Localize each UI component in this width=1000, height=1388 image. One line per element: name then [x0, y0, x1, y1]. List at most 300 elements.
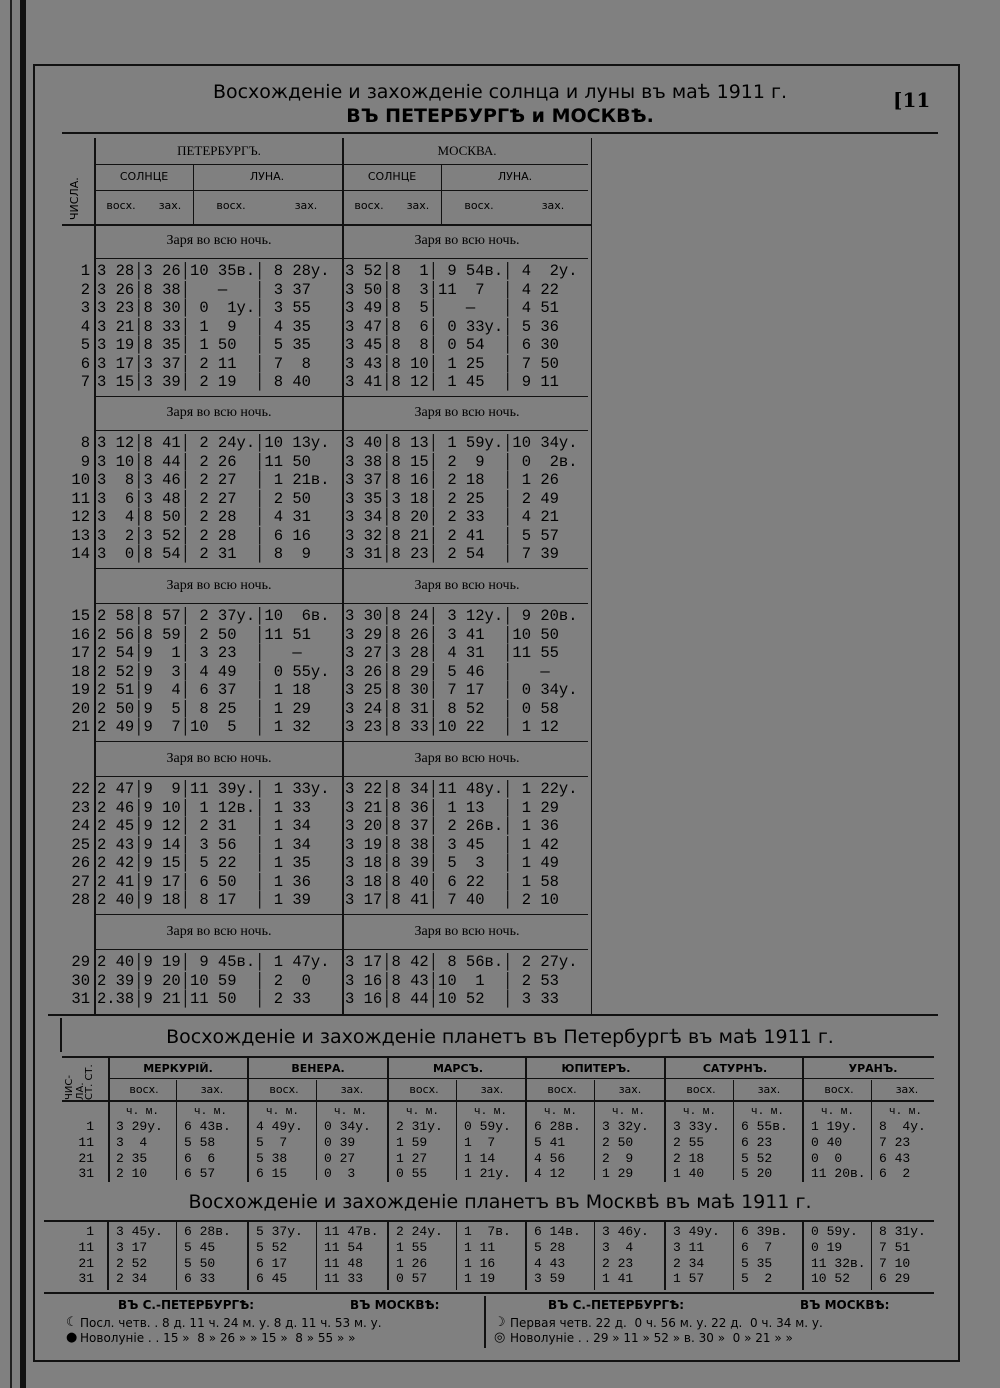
spb-row: 2 49│9 7│10 5 │ 1 32 — [97, 718, 311, 736]
phases-right-line2: Новолуніе . . 29 » 11 » 52 » в. 30 » 0 » 21 » » — [510, 1331, 793, 1345]
planet-name-0: МЕРКУРІЙ. — [143, 1062, 213, 1075]
msk-planet-col-rule — [316, 1222, 317, 1290]
planet-value: 2 18 — [673, 1150, 705, 1166]
msk-row: 3 47│8 6│ 0 33у.│ 5 36 — [345, 317, 559, 336]
planet-day: 31 — [78, 1166, 94, 1182]
spb-row: 2 40│9 19│ 9 45в.│ 1 47у. — [97, 953, 330, 971]
book-spine — [20, 0, 26, 1388]
planet-col-rule — [733, 1080, 734, 1180]
spb-row: 3 0│8 54│ 2 31 │ 8 9 — [97, 545, 311, 563]
header-rule-2 — [96, 190, 588, 191]
msk-row: 3 41│8 12│ 1 45 │ 9 11 — [345, 373, 559, 391]
new-moon-icon-right: ◎ — [494, 1330, 506, 1345]
day-number: 6 — [80, 354, 90, 373]
planet-value: 5 2 — [741, 1271, 773, 1287]
phases-left-spb: ВЪ С.-ПЕТЕРБУРГѢ: — [118, 1298, 255, 1312]
unit-label: ч. м. — [474, 1106, 508, 1118]
planets-msk-title: Восхожденіе и захожденіе планетъ въ Москвѣ въ маѣ 1911 г. — [188, 1191, 812, 1213]
spb-row: 2 43│9 14│ 3 56 │ 1 34 — [97, 835, 311, 854]
msk-row: 3 37│8 16│ 2 18 │ 1 26 — [345, 471, 559, 489]
dawn-label-spb: Заря во всю ночь. — [166, 233, 272, 248]
msk-row: 3 18│8 39│ 5 3 │ 1 49 — [345, 854, 559, 872]
planets-msk-rule — [44, 1220, 934, 1222]
planet-value: 0 57 — [396, 1271, 428, 1287]
planet-value: 5 58 — [184, 1134, 216, 1150]
phases-right-msk: ВЪ МОСКВѢ: — [800, 1298, 890, 1312]
unit-label: ч. м. — [683, 1106, 717, 1118]
msk-planet-col-rule — [594, 1222, 595, 1290]
planets-style-header: СТ. СТ. — [84, 1064, 95, 1100]
days-column-rule — [94, 138, 96, 1014]
msk-moon-rise: восх. — [464, 199, 494, 212]
spb-row: 3 8│3 46│ 2 27 │ 1 21в. — [97, 471, 330, 489]
planet-value: 5 20 — [741, 1166, 773, 1182]
day-number: 12 — [71, 508, 90, 526]
msk-row: 3 45│8 8│ 0 54 │ 6 30 — [345, 336, 559, 354]
planet-value: 2 35 — [116, 1150, 148, 1166]
planet-subhead-rule — [62, 1100, 934, 1102]
day-number: 13 — [71, 526, 90, 545]
planet-name-3: ЮПИТЕРЪ. — [561, 1062, 631, 1075]
msk-row: 3 50│8 3│11 7 │ 4 22 — [345, 280, 559, 299]
planet-value: 6 43в. — [184, 1119, 231, 1134]
msk-row: 3 19│8 38│ 3 45 │ 1 42 — [345, 835, 559, 854]
planet-value: 6 23 — [741, 1134, 773, 1150]
planet-col-rule — [456, 1080, 457, 1180]
planet-value: 2 9 — [602, 1150, 634, 1166]
spb-row: 3 6│3 48│ 2 27 │ 2 50 — [97, 489, 311, 508]
planet-set-label: зах. — [480, 1083, 504, 1096]
planet-value: 6 28в. — [534, 1119, 581, 1134]
unit-label: ч. м. — [126, 1106, 160, 1118]
msk-row: 3 49│8 5│ — │ 4 51 — [345, 299, 559, 317]
planet-value: 5 41 — [534, 1134, 566, 1150]
planet-value: 6 6 — [184, 1150, 216, 1166]
msk-row: 3 16│8 43│10 1 │ 2 53 — [345, 971, 559, 990]
planets-title-left-rule — [60, 1018, 62, 1052]
phases-right-line1: Первая четв. 22 д. 0 ч. 56 м. у. 22 д. 0 ч. 34 м. у. — [510, 1316, 823, 1330]
day-number: 7 — [80, 373, 90, 391]
planet-divider — [664, 1058, 666, 1182]
spb-sun-label: СОЛНЦЕ — [119, 170, 169, 183]
title-rule — [62, 132, 938, 134]
planet-value: 3 4 — [116, 1134, 148, 1150]
unit-label: ч. м. — [544, 1106, 578, 1118]
msk-planet-divider — [387, 1222, 389, 1290]
planet-value: 10 52 — [811, 1271, 851, 1287]
header-rule-1 — [96, 164, 588, 165]
planets-spb-title: Восхожденіе и захожденіе планетъ въ Петербургѣ въ маѣ 1911 г. — [166, 1026, 834, 1048]
msk-row: 3 21│8 36│ 1 13 │ 1 29 — [345, 798, 559, 817]
planet-rise-label: восх. — [547, 1083, 577, 1096]
day-number: 14 — [71, 545, 90, 563]
day-number: 1 — [80, 262, 90, 280]
phases-left-msk: ВЪ МОСКВѢ: — [350, 1298, 440, 1312]
planets-top-rule — [48, 1014, 938, 1016]
planet-value: 0 27 — [324, 1150, 356, 1166]
msk-sun-moon-divider — [441, 164, 442, 224]
planet-value: 11 47в. — [324, 1224, 379, 1239]
day-number: 31 — [71, 990, 90, 1008]
msk-moon-set: зах. — [541, 199, 565, 212]
msk-moon-label: ЛУНА. — [497, 170, 533, 183]
msk-planet-divider — [664, 1222, 666, 1290]
week-rule — [96, 568, 588, 569]
dawn-rule — [96, 258, 588, 259]
msk-row: 3 31│8 23│ 2 54 │ 7 39 — [345, 545, 559, 563]
spb-row: 2 56│8 59│ 2 50 │11 51 — [97, 625, 311, 644]
spb-row: 3 12│8 41│ 2 24у.│10 13у. — [97, 434, 330, 452]
dawn-label-spb: Заря во всю ночь. — [166, 924, 272, 939]
unit-label: ч. м. — [406, 1106, 440, 1118]
planet-value: 5 28 — [534, 1239, 566, 1255]
planet-value: 3 32у. — [602, 1119, 649, 1134]
msk-row: 3 38│8 15│ 2 9 │ 0 2в. — [345, 452, 578, 471]
msk-row: 3 16│8 44│10 52 │ 3 33 — [345, 990, 559, 1008]
spb-row: 3 23│8 30│ 0 1у.│ 3 55 — [97, 299, 311, 317]
planet-value: 1 26 — [396, 1255, 428, 1271]
week-rule — [96, 914, 588, 915]
spb-row: 3 10│8 44│ 2 26 │11 50 — [97, 452, 311, 471]
msk-row: 3 29│8 26│ 3 41 │10 50 — [345, 625, 559, 644]
planet-value: 1 7в. — [464, 1224, 511, 1239]
planet-value: 6 33 — [184, 1271, 216, 1287]
planet-value: 5 45 — [184, 1239, 216, 1255]
planet-value: 11 20в. — [811, 1166, 866, 1182]
spb-sun-set: зах. — [158, 199, 182, 212]
new-moon-icon: ● — [66, 1330, 78, 1345]
dawn-label-msk: Заря во всю ночь. — [414, 924, 520, 939]
planet-value: 1 29 — [602, 1166, 634, 1182]
planet-set-label: зах. — [618, 1083, 642, 1096]
msk-row: 3 17│8 41│ 7 40 │ 2 10 — [345, 891, 559, 909]
planet-value: 6 14в. — [534, 1224, 581, 1239]
planet-value: 1 40 — [673, 1166, 705, 1182]
planet-day: 11 — [78, 1239, 94, 1255]
planet-value: 4 43 — [534, 1255, 566, 1271]
planet-value: 1 19у. — [811, 1119, 858, 1134]
spb-row: 2 54│9 1│ 3 23 │ — — [97, 644, 302, 662]
planet-value: 6 45 — [256, 1271, 288, 1287]
dawn-rule — [96, 603, 588, 604]
planet-value: 4 56 — [534, 1150, 566, 1166]
day-number: 3 — [80, 299, 90, 317]
dawn-rule — [96, 430, 588, 431]
spb-row: 2 51│9 4│ 6 37 │ 1 18 — [97, 681, 311, 699]
planet-head-rule — [108, 1078, 934, 1079]
planet-value: 7 51 — [879, 1239, 911, 1255]
msk-row: 3 32│8 21│ 2 41 │ 5 57 — [345, 526, 559, 545]
msk-row: 3 30│8 24│ 3 12у.│ 9 20в. — [345, 607, 578, 625]
planet-set-label: зах. — [895, 1083, 919, 1096]
day-number: 28 — [71, 891, 90, 909]
day-number: 5 — [80, 336, 90, 354]
days-header: ЧИСЛА. — [68, 177, 81, 220]
planet-name-1: ВЕНЕРА. — [291, 1062, 345, 1075]
header-rule-3 — [62, 224, 591, 226]
planet-set-label: зах. — [340, 1083, 364, 1096]
planet-day: 31 — [78, 1271, 94, 1287]
planet-value: 1 16 — [464, 1255, 496, 1271]
msk-planet-divider — [802, 1222, 804, 1290]
page-subtitle: ВЪ ПЕТЕРБУРГѢ и МОСКВѢ. — [346, 105, 654, 127]
planet-value: 3 33у. — [673, 1119, 720, 1134]
planet-divider — [802, 1058, 804, 1182]
planet-value: 1 7 — [464, 1134, 496, 1150]
dawn-label-msk: Заря во всю ночь. — [414, 233, 520, 248]
planet-value: 6 57 — [184, 1166, 216, 1182]
unit-label: ч. м. — [751, 1106, 785, 1118]
msk-row: 3 52│8 1│ 9 54в.│ 4 2у. — [345, 262, 578, 280]
city-divider — [342, 138, 344, 1014]
planet-value: 11 32в. — [811, 1255, 866, 1271]
planet-value: 0 59у. — [464, 1119, 511, 1134]
planet-name-4: САТУРНЪ. — [702, 1062, 768, 1075]
msk-row: 3 23│8 33│10 22 │ 1 12 — [345, 718, 559, 736]
planet-value: 5 35 — [741, 1255, 773, 1271]
week-rule — [96, 396, 588, 397]
planet-name-5: УРАНЪ. — [848, 1062, 898, 1075]
planet-rise-label: восх. — [824, 1083, 854, 1096]
msk-row: 3 35│3 18│ 2 25 │ 2 49 — [345, 489, 559, 508]
planet-value: 0 0 — [811, 1150, 843, 1166]
spb-row: 2 45│9 12│ 2 31 │ 1 34 — [97, 817, 311, 835]
planet-name-2: МАРСЪ. — [432, 1062, 484, 1075]
dawn-label-spb: Заря во всю ночь. — [166, 578, 272, 593]
planet-value: 5 52 — [256, 1239, 288, 1255]
planet-set-label: зах. — [757, 1083, 781, 1096]
spb-row: 2 42│9 15│ 5 22 │ 1 35 — [97, 854, 311, 872]
planet-value: 2 55 — [673, 1134, 705, 1150]
phases-right-spb: ВЪ С.-ПЕТЕРБУРГѢ: — [548, 1298, 685, 1312]
planet-value: 1 14 — [464, 1150, 496, 1166]
dawn-label-msk: Заря во всю ночь. — [414, 751, 520, 766]
planet-value: 0 34у. — [324, 1119, 371, 1134]
unit-label: ч. м. — [194, 1106, 228, 1118]
spb-row: 2 40│9 18│ 8 17 │ 1 39 — [97, 891, 311, 909]
spb-row: 3 15│3 39│ 2 19 │ 8 40 — [97, 373, 311, 391]
unit-label: ч. м. — [266, 1106, 300, 1118]
spb-row: 3 19│8 35│ 1 50 │ 5 35 — [97, 336, 311, 354]
msk-planet-divider — [525, 1222, 527, 1290]
planet-value: 3 17 — [116, 1239, 148, 1255]
planet-value: 6 43 — [879, 1150, 911, 1166]
day-number: 21 — [71, 718, 90, 736]
spb-moon-set: зах. — [294, 199, 318, 212]
phases-left-line1: Посл. четв. . 8 д. 11 ч. 24 м. у. 8 д. 11 ч. 53 м. у. — [80, 1316, 382, 1330]
planet-value: 2 52 — [116, 1255, 148, 1271]
msk-row: 3 18│8 40│ 6 22 │ 1 58 — [345, 872, 559, 891]
day-number: 11 — [71, 489, 90, 508]
dawn-label-msk: Заря во всю ночь. — [414, 578, 520, 593]
planet-value: 0 39 — [324, 1134, 356, 1150]
unit-label: ч. м. — [889, 1106, 923, 1118]
phases-rule — [44, 1292, 934, 1294]
spb-header: ПЕТЕРБУРГЪ. — [177, 143, 261, 158]
planet-value: 6 39в. — [741, 1224, 788, 1239]
planets-days-header: ЧИС-ЛА. — [64, 1075, 86, 1100]
planet-value: 5 37у. — [256, 1224, 303, 1239]
first-quarter-icon: ☽ — [494, 1315, 506, 1330]
day-number: 18 — [71, 662, 90, 681]
planet-value: 11 48 — [324, 1255, 364, 1271]
planet-value: 7 10 — [879, 1255, 911, 1271]
msk-row: 3 34│8 20│ 2 33 │ 4 21 — [345, 508, 559, 526]
planet-value: 3 46у. — [602, 1224, 649, 1239]
spb-row: 3 26│8 38│ — │ 3 37 — [97, 280, 311, 299]
planet-day: 1 — [86, 1119, 94, 1134]
planet-value: 5 7 — [256, 1134, 288, 1150]
planet-value: 4 49у. — [256, 1119, 303, 1134]
planet-value: 6 55в. — [741, 1119, 788, 1134]
planet-value: 2 10 — [116, 1166, 148, 1182]
planet-col-rule — [316, 1080, 317, 1180]
planet-rise-label: восх. — [686, 1083, 716, 1096]
planet-value: 1 55 — [396, 1239, 428, 1255]
day-number: 25 — [71, 835, 90, 854]
spb-sun-rise: восх. — [106, 199, 136, 212]
planet-value: 2 34 — [673, 1255, 705, 1271]
planet-rise-label: восх. — [269, 1083, 299, 1096]
msk-planet-col-rule — [733, 1222, 734, 1290]
planet-value: 1 27 — [396, 1150, 428, 1166]
planet-value: 2 34 — [116, 1271, 148, 1287]
planet-value: 0 59у. — [811, 1224, 858, 1239]
planet-value: 3 11 — [673, 1239, 705, 1255]
planet-rise-label: восх. — [129, 1083, 159, 1096]
msk-planet-divider — [247, 1222, 249, 1290]
unit-label: ч. м. — [821, 1106, 855, 1118]
planet-value: 11 33 — [324, 1271, 364, 1287]
msk-row: 3 22│8 34│11 48у.│ 1 22у. — [345, 780, 578, 798]
day-number: 15 — [71, 607, 90, 625]
day-number: 8 — [80, 434, 90, 452]
dawn-label-msk: Заря во всю ночь. — [414, 405, 520, 420]
planet-value: 6 28в. — [184, 1224, 231, 1239]
spb-moon-rise: восх. — [216, 199, 246, 212]
day-number: 2 — [80, 280, 90, 299]
planet-value: 0 40 — [811, 1134, 843, 1150]
day-number: 22 — [71, 780, 90, 798]
spb-row: 3 17│3 37│ 2 11 │ 7 8 — [97, 354, 311, 373]
day-number: 23 — [71, 798, 90, 817]
planet-value: 8 4у. — [879, 1119, 926, 1134]
planet-value: 6 2 — [879, 1166, 911, 1182]
planet-set-label: зах. — [200, 1083, 224, 1096]
planet-value: 11 54 — [324, 1239, 364, 1255]
msk-sun-set: зах. — [406, 199, 430, 212]
spb-row: 3 2│3 52│ 2 28 │ 6 16 — [97, 526, 311, 545]
day-number: 20 — [71, 699, 90, 718]
planet-day: 21 — [78, 1255, 94, 1271]
spb-row: 2 41│9 17│ 6 50 │ 1 36 — [97, 872, 311, 891]
dawn-label-spb: Заря во всю ночь. — [166, 405, 272, 420]
spb-row: 2 46│9 10│ 1 12в.│ 1 33 — [97, 798, 311, 817]
planet-value: 6 17 — [256, 1255, 288, 1271]
dawn-rule — [96, 776, 588, 777]
dawn-label-spb: Заря во всю ночь. — [166, 751, 272, 766]
day-number: 24 — [71, 817, 90, 835]
planet-rise-label: восх. — [409, 1083, 439, 1096]
page-number: [11 — [893, 88, 931, 112]
planet-divider — [525, 1058, 527, 1182]
planet-col-rule — [594, 1080, 595, 1180]
planet-value: 8 31у. — [879, 1224, 926, 1239]
unit-label: ч. м. — [612, 1106, 646, 1118]
planet-col-rule — [871, 1080, 872, 1180]
planet-value: 5 50 — [184, 1255, 216, 1271]
day-number: 17 — [71, 644, 90, 662]
msk-row: 3 26│8 29│ 5 46 │ — — [345, 662, 550, 681]
planet-value: 1 21у. — [464, 1166, 511, 1182]
planet-day: 1 — [86, 1224, 94, 1239]
planet-col-rule — [176, 1080, 177, 1180]
spb-row: 2 39│9 20│10 59 │ 2 0 — [97, 971, 311, 990]
day-number: 19 — [71, 681, 90, 699]
day-number: 4 — [80, 317, 90, 336]
week-rule — [96, 741, 588, 742]
spb-row: 3 4│8 50│ 2 28 │ 4 31 — [97, 508, 311, 526]
planet-value: 1 41 — [602, 1271, 634, 1287]
msk-sun-label: СОЛНЦЕ — [367, 170, 417, 183]
msk-row: 3 25│8 30│ 7 17 │ 0 34у. — [345, 681, 578, 699]
planet-value: 2 24у. — [396, 1224, 443, 1239]
last-quarter-icon: ☾ — [66, 1315, 78, 1330]
planet-value: 3 4 — [602, 1239, 634, 1255]
planet-value: 2 23 — [602, 1255, 634, 1271]
msk-row: 3 40│8 13│ 1 59у.│10 34у. — [345, 434, 578, 452]
planet-divider — [387, 1058, 389, 1182]
spb-moon-label: ЛУНА. — [249, 170, 285, 183]
phases-divider — [484, 1296, 486, 1348]
planet-value: 3 59 — [534, 1271, 566, 1287]
planet-value: 3 45у. — [116, 1224, 163, 1239]
dawn-rule — [96, 949, 588, 950]
planet-value: 5 38 — [256, 1150, 288, 1166]
page-edge — [10, 0, 12, 1388]
unit-label: ч. м. — [334, 1106, 368, 1118]
msk-sun-rise: восх. — [354, 199, 384, 212]
msk-planet-col-rule — [176, 1222, 177, 1290]
planet-value: 3 49у. — [673, 1224, 720, 1239]
planet-value: 1 59 — [396, 1134, 428, 1150]
planet-value: 5 52 — [741, 1150, 773, 1166]
planet-day: 21 — [78, 1150, 94, 1166]
msk-row: 3 24│8 31│ 8 52 │ 0 58 — [345, 699, 559, 718]
day-number: 30 — [71, 971, 90, 990]
spb-row: 3 21│8 33│ 1 9 │ 4 35 — [97, 317, 311, 336]
msk-row: 3 27│3 28│ 4 31 │11 55 — [345, 644, 559, 662]
planet-value: 1 11 — [464, 1239, 496, 1255]
day-number: 9 — [80, 452, 90, 471]
planet-value: 7 23 — [879, 1134, 911, 1150]
spb-sun-moon-divider — [193, 164, 194, 224]
spb-row: 2.38│9 21│11 50 │ 2 33 — [97, 990, 311, 1008]
spb-row: 2 58│8 57│ 2 37у.│10 6в. — [97, 607, 330, 625]
planet-value: 6 7 — [741, 1239, 773, 1255]
msk-planet-divider — [107, 1222, 109, 1290]
planet-day: 11 — [78, 1134, 94, 1150]
msk-planet-col-rule — [871, 1222, 872, 1290]
planet-value: 0 19 — [811, 1239, 843, 1255]
day-number: 27 — [71, 872, 90, 891]
planet-value: 6 29 — [879, 1271, 911, 1287]
planet-value: 1 19 — [464, 1271, 496, 1287]
planet-value: 2 50 — [602, 1134, 634, 1150]
msk-row: 3 17│8 42│ 8 56в.│ 2 27у. — [345, 953, 578, 971]
planets-days-rule — [108, 1058, 110, 1182]
day-number: 26 — [71, 854, 90, 872]
